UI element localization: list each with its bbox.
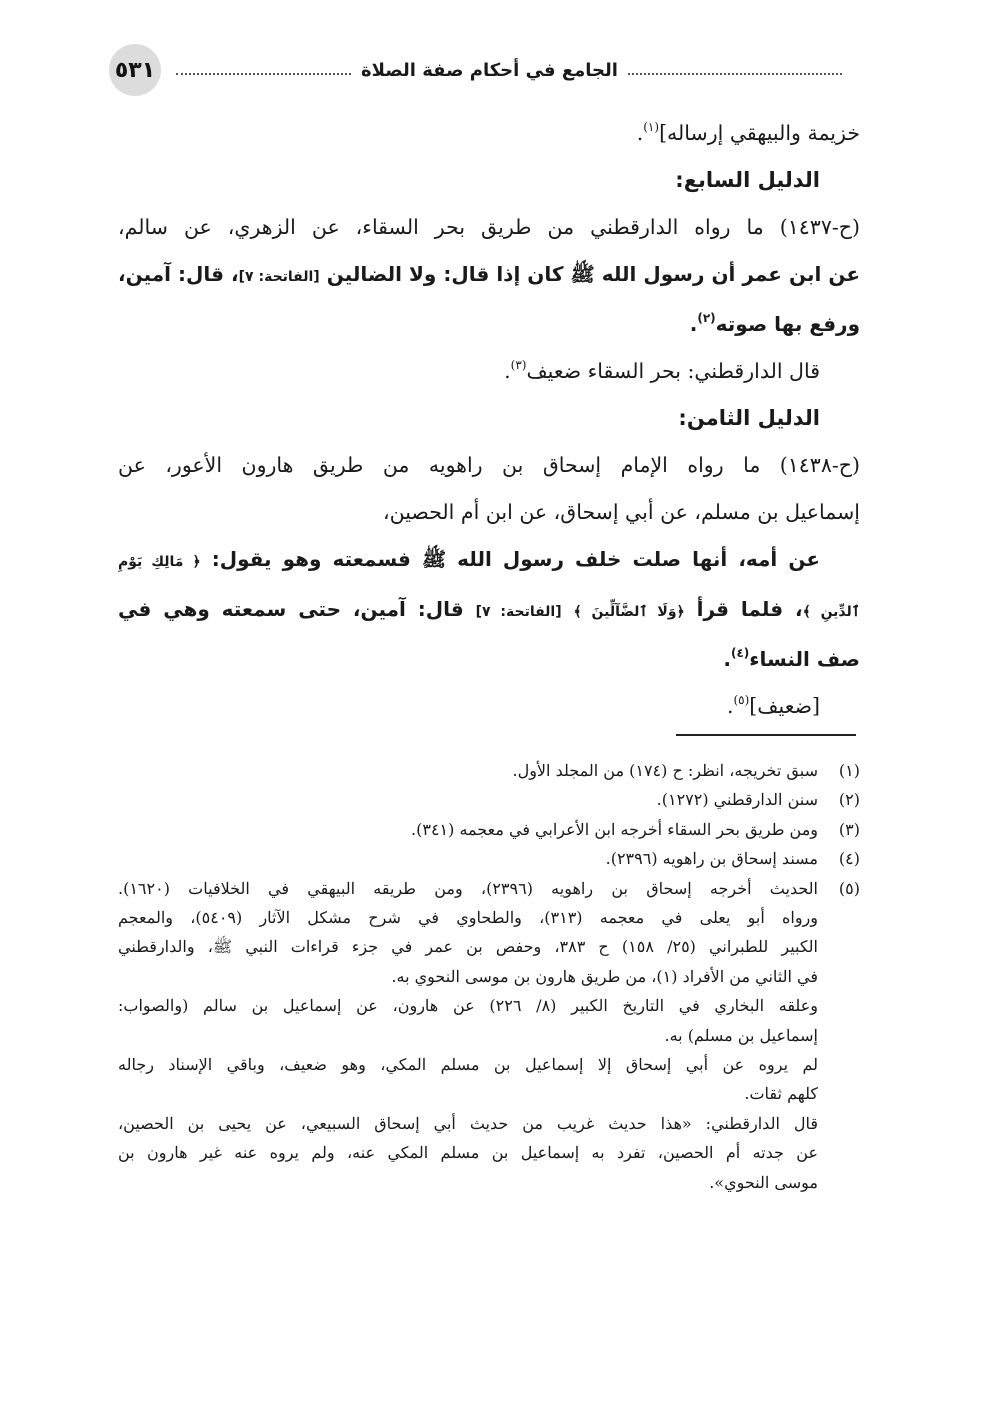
footnote-1 [118, 756, 860, 785]
footnote-number: (٥) [838, 878, 860, 898]
running-header [176, 56, 842, 84]
footnote-line: قال الدارقطني: «هذا حديث غريب من حديث أبي إسحاق السبيعي، عن يحيى بن الحصين، [118, 1113, 818, 1133]
footnote-line: في الثاني من الأفراد (١)، من طريق هارون بن موسى النحوي به. [391, 966, 818, 986]
footnote-ref[interactable]: (٤) [730, 646, 750, 660]
hadith-text: ورفع بها صوته$^{(٢)}$. [689, 311, 860, 336]
footnote-line: عن جدته أم الحصين، تفرد به إسماعيل بن مسلم المكي عنه، ولم يروه عنه غير هارون بن [118, 1143, 818, 1163]
section-heading-7: الدليل السابع: [675, 168, 820, 192]
footnote-ref[interactable]: (٣) [510, 358, 527, 372]
grade-line: [ضعيف]$^{(٥)}$. [726, 693, 820, 718]
quran-quote: ﴿وَلَا ٱلضَّآلِّينَ ﴾ [573, 604, 685, 620]
footnote-text: مسند إسحاق بن راهويه (٢٣٩٦). [605, 849, 818, 869]
footnote-line: الحديث أخرجه إسحاق بن راهويه (٢٣٩٦)، ومن طريقه البيهقي في الخلافيات (١٦٢٠). [118, 878, 818, 898]
footnote-2 [118, 785, 860, 814]
footnote-number: (٣) [838, 819, 860, 839]
header-dots-right [628, 73, 842, 75]
text-line: (ح-١٤٣٨) ما رواه الإمام إسحاق بن راهويه من طريق هارون الأعور، عن [118, 453, 860, 477]
main-text [118, 110, 860, 730]
footnote-ref[interactable]: (٢) [697, 311, 716, 325]
hadith-text: ٱلدِّينِ ﴾، فلما قرأ ﴿وَلَا ٱلضَّآلِّينَ ﴾ [الفاتحة: ٧] قال: آمين، حتى سمعته وهي في [118, 597, 860, 621]
footnote-ref[interactable]: (١) [643, 120, 660, 134]
text-line: (ح-١٤٣٧) ما رواه الدارقطني من طريق بحر السقاء، عن الزهري، عن سالم، [118, 215, 860, 239]
footnote-text: سبق تخريجه، انظر: ح (١٧٤) من المجلد الأول. [512, 761, 818, 780]
quran-ref: [الفاتحة: ٧] [475, 604, 562, 620]
header-dots-left [176, 73, 351, 75]
footnote-line: موسى النحوي». [709, 1172, 818, 1192]
text-line: خزيمة والبيهقي إرساله]$^{(١)}$. [636, 120, 860, 145]
section-heading-8: الدليل الثامن: [678, 406, 820, 430]
page-number: ٥٣١ [114, 57, 156, 83]
footnote-line: كلهم ثقات. [744, 1084, 818, 1104]
footnote-text [118, 874, 818, 1197]
page-number-badge [109, 44, 161, 96]
footnote-ref[interactable]: (٥) [733, 693, 750, 707]
quran-quote: ٱلدِّينِ ﴾ [802, 604, 860, 620]
footnote-line: لم يروه عن أبي إسحاق إلا إسماعيل بن مسلم المكي، وهو ضعيف، وباقي الإسناد رجاله [118, 1055, 818, 1075]
hadith-text: عن ابن عمر أن رسول الله ﷺ كان إذا قال: ولا الضالين [الفاتحة: ٧]، قال: آمين، [118, 262, 860, 286]
footnote-separator [676, 734, 856, 736]
hadith-text: صف النساء$^{(٤)}$. [723, 646, 860, 671]
footnotes [118, 756, 860, 1197]
footnote-line: الكبير للطبراني (٢٥/ ١٥٨) ح ٣٨٣، وحفص بن عمر في جزء قراءات النبي ﷺ، والدارقطني [118, 937, 819, 957]
footnote-text: ومن طريق بحر السقاء أخرجه ابن الأعرابي في معجمه (٣٤١). [411, 819, 818, 839]
text-line: إسماعيل بن مسلم، عن أبي إسحاق، عن ابن أم الحصين، [383, 500, 860, 524]
footnote-5 [118, 874, 860, 1197]
quran-quote: ﴿ مَالِكِ يَوْمِ [118, 554, 201, 570]
footnote-number: (٢) [838, 790, 860, 810]
footnote-line: ورواه أبو يعلى في معجمه (٣١٣)، والطحاوي في شرح مشكل الآثار (٥٤٠٩)، والمعجم [118, 908, 819, 928]
footnote-4 [118, 844, 860, 873]
text-line: قال الدارقطني: بحر السقاء ضعيف$^{(٣)}$. [504, 358, 820, 383]
footnote-line: إسماعيل بن مسلم) به. [664, 1025, 818, 1045]
hadith-text: عن أمه، أنها صلت خلف رسول الله ﷺ فسمعته وهو يقول: ﴿ مَالِكِ يَوْمِ [118, 547, 820, 571]
book-title: الجامع في أحكام صفة الصلاة [361, 59, 618, 81]
footnote-number: (١) [838, 761, 860, 780]
footnote-line: وعلقه البخاري في التاريخ الكبير (٨/ ٢٢٦) عن هارون، عن إسماعيل بن سالم (والصواب: [118, 996, 819, 1016]
footnote-text: سنن الدارقطني (١٢٧٢). [656, 790, 818, 810]
footnote-number: (٤) [838, 849, 860, 869]
quran-ref: [الفاتحة: ٧] [238, 269, 320, 285]
footnote-3 [118, 815, 860, 844]
